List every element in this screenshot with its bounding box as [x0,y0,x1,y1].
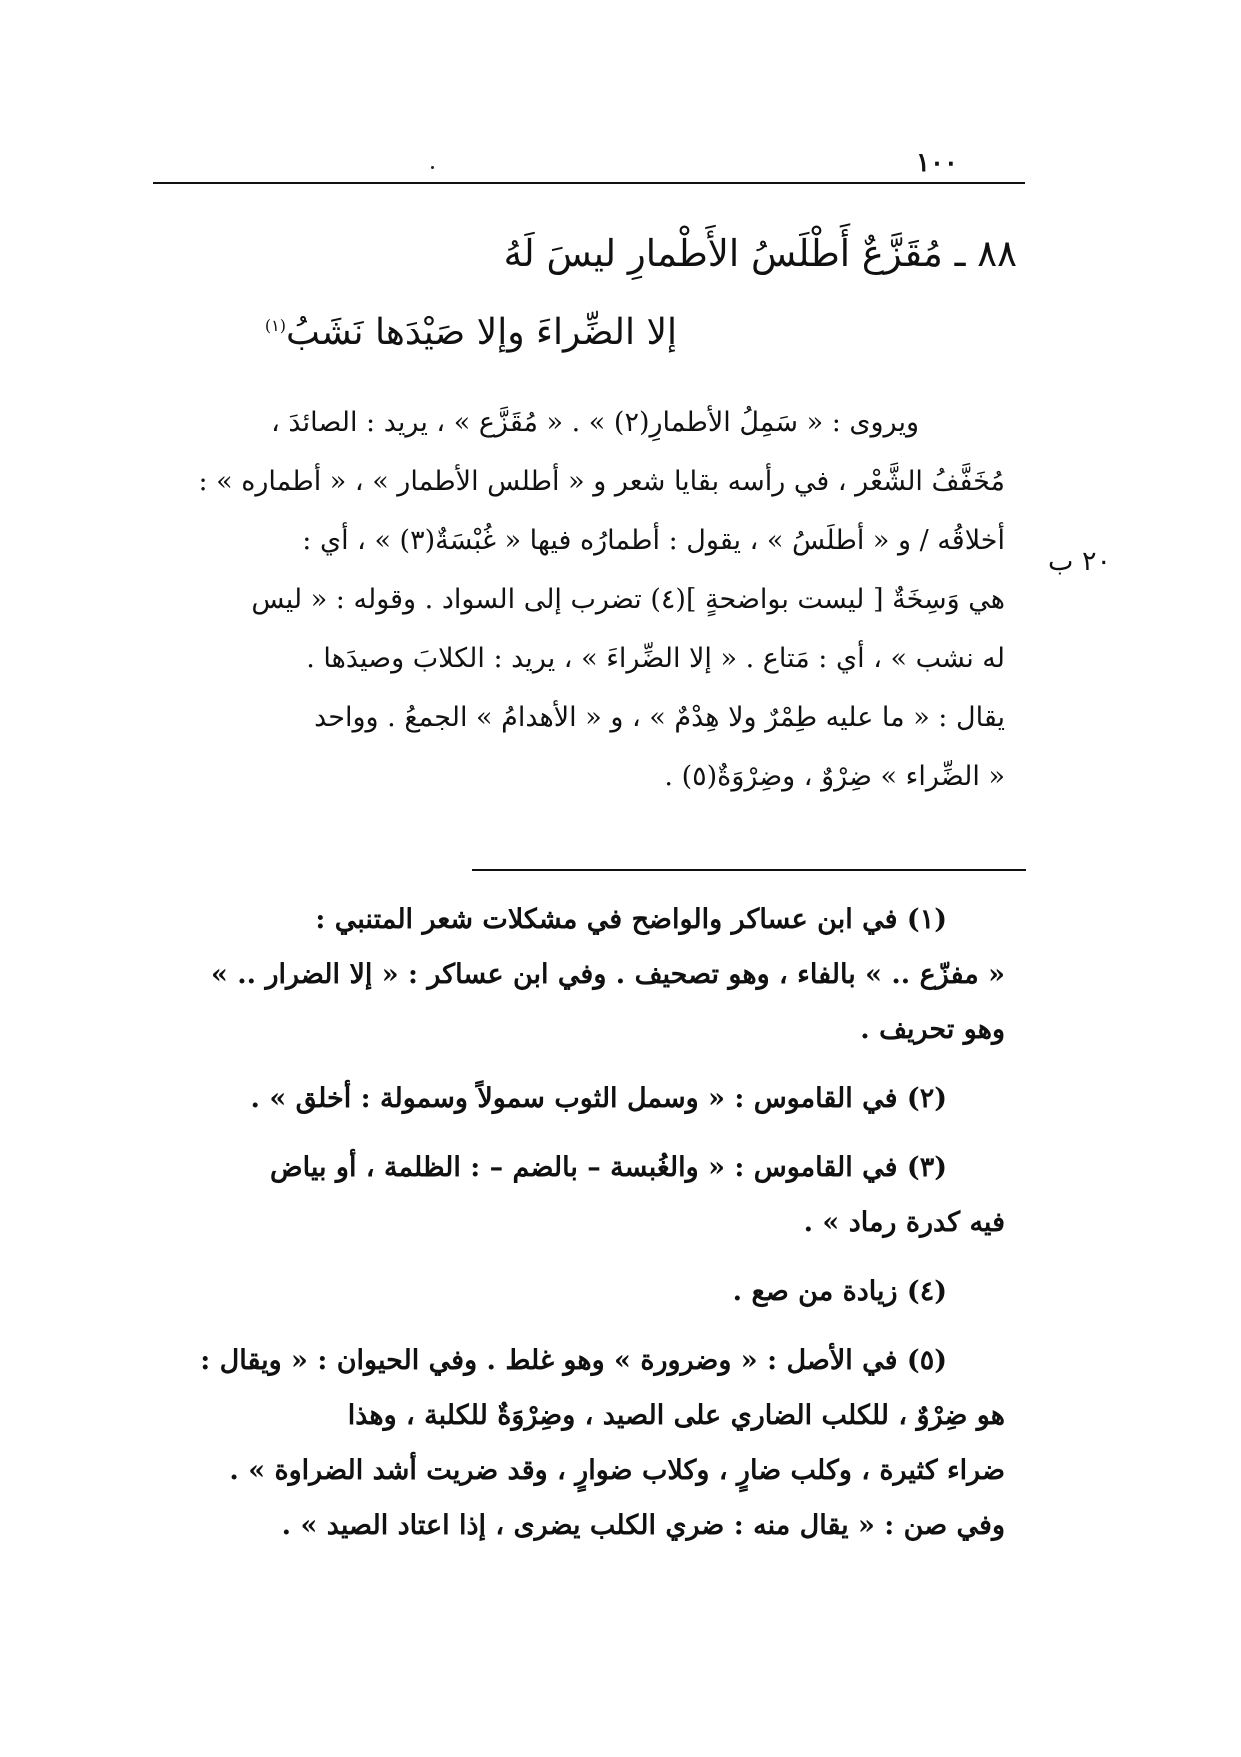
verse-footnote-marker: (١) [264,316,287,335]
footnotes-block [153,892,1005,1553]
footnote-2 [153,1071,1005,1126]
footnote-5 [153,1333,1005,1553]
footnote-line: (١) في ابن عساكر والواضح في مشكلات شعر المتنبي : [315,904,947,935]
commentary-line: ويروى : « سَمِلُ الأطمارِ(٢) » . « مُقَزَّع » ، يريد : الصائدَ ، [271,407,919,438]
footnote-spacer [153,1250,1005,1264]
page-number: ١٠٠ [916,148,958,178]
footnote-spacer [153,1319,1005,1333]
verse-line-2 [265,312,677,353]
commentary-line: يقال : « ما عليه طِمْرٌ ولا هِدْمٌ » ، و « الأهدامُ » الجمعُ . وواحد [314,702,1005,733]
footnote-line: « مفزّع .. » بالفاء ، وهو تصحيف . وفي ابن عساكر : « إلا الضرار .. » [210,959,1005,990]
footnote-4 [153,1264,1005,1319]
footnote-spacer [153,1126,1005,1140]
footnote-rule [472,869,1026,871]
verse-line-2-text: إلا الضِّراءَ وإلا صَيْدَها نَشَبُ [286,312,677,353]
commentary-line: أخلاقُه / و « أطلَسُ » ، يقول : أطمارُه فيها « غُبْسَةٌ(٣) » ، أي : [302,525,1005,556]
footnote-line: (٥) في الأصل : « وضرورة » وهو غلط . وفي الحيوان : « ويقال : [200,1345,947,1376]
commentary-line: هي وَسِخَةٌ [ ليست بواضحةٍ ](٤) تضرب إلى السواد . وقوله : « ليس [251,584,1005,615]
footnote-1 [153,892,1005,1057]
footnote-3 [153,1140,1005,1250]
commentary-line: له نشب » ، أي : مَتاع . « إلا الضِّراءَ » ، يريد : الكلابَ وصيدَها . [306,643,1005,674]
footnote-line: (٤) زيادة من صع . [732,1276,947,1307]
manuscript-folio-note: ٢٠ ب [1048,546,1112,577]
commentary-block [153,393,1005,806]
footnote-line: هو ضِرْوٌ ، للكلب الضاري على الصيد ، وضِرْوَةٌ للكلبة ، وهذا [347,1400,1005,1431]
header-rule [153,182,1025,184]
footnote-line: ضراء كثيرة ، وكلب ضارٍ ، وكلاب ضوارٍ ، وقد ضريت أشد الضراوة » . [229,1455,1005,1486]
footnote-line: فيه كدرة رماد » . [803,1207,1005,1238]
verse-line-1: ٨٨ ـ مُقَزَّعٌ أَطْلَسُ الأَطْمارِ ليسَ لَهُ [503,232,1017,275]
footnote-spacer [153,1057,1005,1071]
footnote-line: (٣) في القاموس : « والغُبسة – بالضم – : الظلمة ، أو بياض [269,1152,947,1183]
footnote-line: وفي صن : « يقال منه : ضري الكلب يضرى ، إذا اعتاد الصيد » . [281,1510,1005,1541]
footnote-line: (٢) في القاموس : « وسمل الثوب سمولاً وسمولة : أخلق » . [250,1083,947,1114]
paper-speck [431,166,434,169]
commentary-line: مُخَفَّفُ الشَّعْر ، في رأسه بقايا شعر و « أطلس الأطمار » ، « أطماره » : [198,466,1005,497]
footnote-line: وهو تحريف . [860,1014,1005,1045]
commentary-line: « الضِّراء » ضِرْوٌ ، وضِرْوَةٌ(٥) . [664,761,1005,792]
